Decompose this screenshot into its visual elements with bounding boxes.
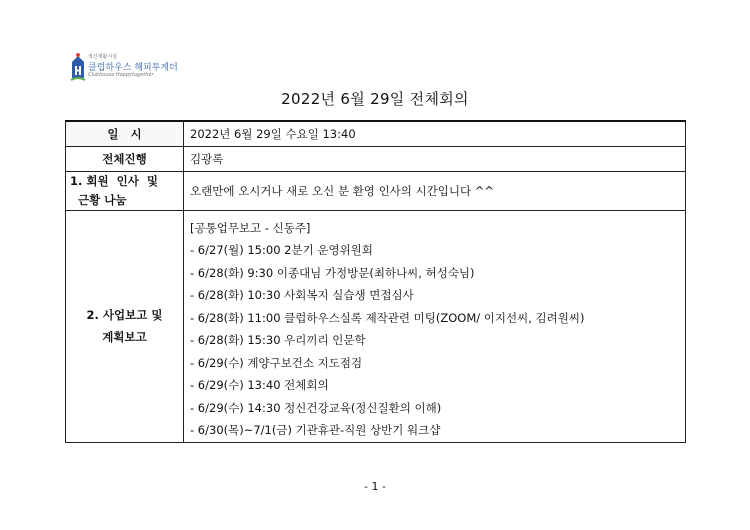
report-item: - 6/29(수) 계양구보건소 지도점검 bbox=[190, 355, 363, 370]
host-row bbox=[66, 146, 686, 171]
report-item: - 6/30(목)~7/1(금) 기관휴관-직원 상반기 워크샵 bbox=[190, 423, 441, 437]
organization-logo bbox=[70, 52, 230, 84]
report-item: - 6/28(화) 10:30 사회복지 실습생 면접심사 bbox=[190, 288, 414, 302]
meeting-table bbox=[65, 120, 686, 443]
report-label bbox=[66, 210, 184, 442]
report-label-line2: 계획보고 bbox=[102, 330, 147, 344]
report-item: - 6/28(화) 9:30 이종대님 가정방문(최하나씨, 허성숙님) bbox=[190, 265, 475, 280]
date-value: 2022년 6월 29일 수요일 13:40 bbox=[184, 121, 686, 146]
document-title: 2022년 6월 29일 전체회의 bbox=[281, 90, 469, 108]
greeting-label-line2: 근황 나눔 bbox=[78, 192, 127, 207]
greeting-label-line1: 1. 회원 인사 및 bbox=[70, 173, 158, 188]
host-value: 김광록 bbox=[184, 146, 686, 171]
logo-main-text: 클럽하우스 해피투게더 bbox=[88, 63, 178, 73]
report-label-line1: 2. 사업보고 및 bbox=[86, 308, 163, 322]
report-item: - 6/27(월) 15:00 2분기 운영위원회 bbox=[190, 243, 373, 257]
report-item: [공통업무보고 - 신동주] bbox=[190, 220, 311, 235]
greeting-value: 오랜만에 오시거나 새로 오신 분 환영 인사의 시간입니다 ^^ bbox=[184, 171, 686, 210]
greeting-label bbox=[66, 171, 184, 210]
report-value bbox=[184, 210, 686, 442]
date-label: 일 시 bbox=[66, 121, 184, 146]
report-item: - 6/29(수) 13:40 전체회의 bbox=[190, 378, 329, 392]
host-label: 전체진행 bbox=[66, 146, 184, 171]
page-number: - 1 - bbox=[364, 480, 386, 493]
report-row bbox=[66, 210, 686, 442]
logo-english-text: Clubhouse Happytogether bbox=[88, 72, 154, 78]
report-item: - 6/28(화) 15:30 우리끼리 인문학 bbox=[190, 333, 366, 347]
report-item: - 6/28(화) 11:00 클럽하우스실록 제작관련 미팅(ZOOM/ 이지선씨, 김려원씨) bbox=[190, 310, 585, 325]
report-list bbox=[190, 211, 679, 442]
logo-small-text: 정신재활시설 bbox=[88, 54, 117, 60]
greeting-row bbox=[66, 171, 686, 210]
report-item: - 6/29(수) 14:30 정신건강교육(정신질환의 이해) bbox=[190, 400, 442, 415]
house-logo-icon bbox=[70, 52, 86, 82]
date-row bbox=[66, 121, 686, 146]
